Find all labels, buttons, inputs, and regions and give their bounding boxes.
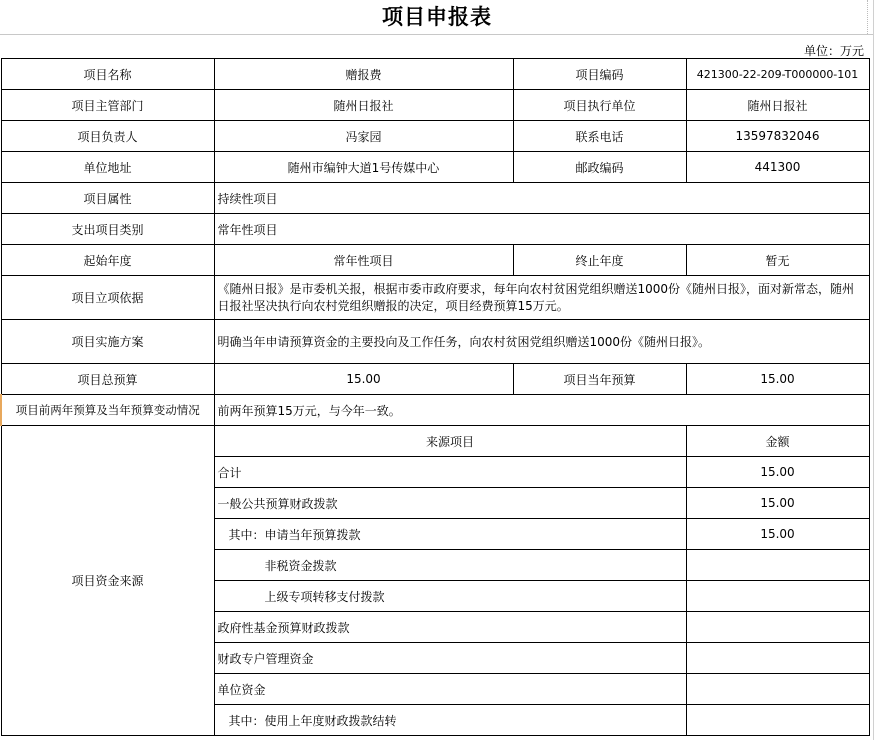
row-budget bbox=[1, 364, 869, 395]
funding-header-row bbox=[1, 426, 869, 457]
funding-item-nontax: 非税资金拨款 bbox=[214, 550, 686, 581]
dept-value[interactable]: 随州日报社 bbox=[214, 90, 513, 121]
exec-label: 项目执行单位 bbox=[513, 90, 686, 121]
fund-label: 项目资金来源 bbox=[1, 426, 214, 736]
row-dept bbox=[1, 90, 869, 121]
basis-value[interactable]: 《随州日报》是市委机关报，根据市委市政府要求，每年向农村贫困党组织赠送1000份《随州日报》，面对新常态，随州日报社坚决执行向农村党组织赠报的决定，项目经费预算15万元。 bbox=[214, 276, 869, 320]
exec-value[interactable]: 随州日报社 bbox=[686, 90, 869, 121]
name-label: 项目名称 bbox=[1, 59, 214, 90]
row-attribute bbox=[1, 183, 869, 214]
code-label: 项目编码 bbox=[513, 59, 686, 90]
plan-value[interactable]: 明确当年申请预算资金的主要投向及工作任务，向农村贫困党组织赠送1000份《随州日报》。 bbox=[214, 320, 869, 364]
dept-label: 项目主管部门 bbox=[1, 90, 214, 121]
attr-label: 项目属性 bbox=[1, 183, 214, 214]
source-header: 来源项目 bbox=[214, 426, 686, 457]
funding-item-gov-fund: 政府性基金预算财政拨款 bbox=[214, 612, 686, 643]
total-value[interactable]: 15.00 bbox=[214, 364, 513, 395]
funding-amount-nontax[interactable] bbox=[686, 550, 869, 581]
project-form-table bbox=[0, 58, 870, 736]
row-category bbox=[1, 214, 869, 245]
phone-value[interactable]: 13597832046 bbox=[686, 121, 869, 152]
funding-item-current-year: 其中：申请当年预算拨款 bbox=[214, 519, 686, 550]
leader-label: 项目负责人 bbox=[1, 121, 214, 152]
funding-amount-carryover[interactable] bbox=[686, 705, 869, 736]
funding-item-transfer: 上级专项转移支付拨款 bbox=[214, 581, 686, 612]
change-label: 项目前两年预算及当年预算变动情况 bbox=[1, 395, 214, 426]
plan-label: 项目实施方案 bbox=[1, 320, 214, 364]
name-value[interactable]: 赠报费 bbox=[214, 59, 513, 90]
amount-header: 金额 bbox=[686, 426, 869, 457]
row-project-name bbox=[1, 59, 869, 90]
phone-label: 联系电话 bbox=[513, 121, 686, 152]
funding-item-carryover: 其中：使用上年度财政拨款结转 bbox=[214, 705, 686, 736]
funding-amount-special[interactable] bbox=[686, 643, 869, 674]
funding-amount-transfer[interactable] bbox=[686, 581, 869, 612]
change-value[interactable]: 前两年预算15万元，与今年一致。 bbox=[214, 395, 869, 426]
funding-item-unit: 单位资金 bbox=[214, 674, 686, 705]
funding-amount-unit[interactable] bbox=[686, 674, 869, 705]
funding-amount-total[interactable]: 15.00 bbox=[686, 457, 869, 488]
category-label: 支出项目类别 bbox=[1, 214, 214, 245]
addr-value[interactable]: 随州市编钟大道1号传媒中心 bbox=[214, 152, 513, 183]
category-value[interactable]: 常年性项目 bbox=[214, 214, 869, 245]
row-basis bbox=[1, 276, 869, 320]
zip-value[interactable]: 441300 bbox=[686, 152, 869, 183]
row-years bbox=[1, 245, 869, 276]
title-divider bbox=[0, 34, 874, 35]
row-plan bbox=[1, 320, 869, 364]
start-label: 起始年度 bbox=[1, 245, 214, 276]
attr-value[interactable]: 持续性项目 bbox=[214, 183, 869, 214]
zip-label: 邮政编码 bbox=[513, 152, 686, 183]
leader-value[interactable]: 冯家园 bbox=[214, 121, 513, 152]
end-value[interactable]: 暂无 bbox=[686, 245, 869, 276]
funding-amount-current-year[interactable]: 15.00 bbox=[686, 519, 869, 550]
funding-amount-general[interactable]: 15.00 bbox=[686, 488, 869, 519]
funding-item-general: 一般公共预算财政拨款 bbox=[214, 488, 686, 519]
funding-amount-gov-fund[interactable] bbox=[686, 612, 869, 643]
row-leader bbox=[1, 121, 869, 152]
code-value[interactable]: 421300-22-209-T000000-101 bbox=[686, 59, 869, 90]
total-label: 项目总预算 bbox=[1, 364, 214, 395]
funding-item-special: 财政专户管理资金 bbox=[214, 643, 686, 674]
row-address bbox=[1, 152, 869, 183]
basis-label: 项目立项依据 bbox=[1, 276, 214, 320]
unit-label: 单位：万元 bbox=[803, 44, 864, 58]
funding-item-total: 合计 bbox=[214, 457, 686, 488]
row-change bbox=[1, 395, 869, 426]
end-label: 终止年度 bbox=[513, 245, 686, 276]
addr-label: 单位地址 bbox=[1, 152, 214, 183]
start-value[interactable]: 常年性项目 bbox=[214, 245, 513, 276]
current-label: 项目当年预算 bbox=[513, 364, 686, 395]
page-title: 项目申报表 bbox=[382, 4, 492, 29]
current-value[interactable]: 15.00 bbox=[686, 364, 869, 395]
